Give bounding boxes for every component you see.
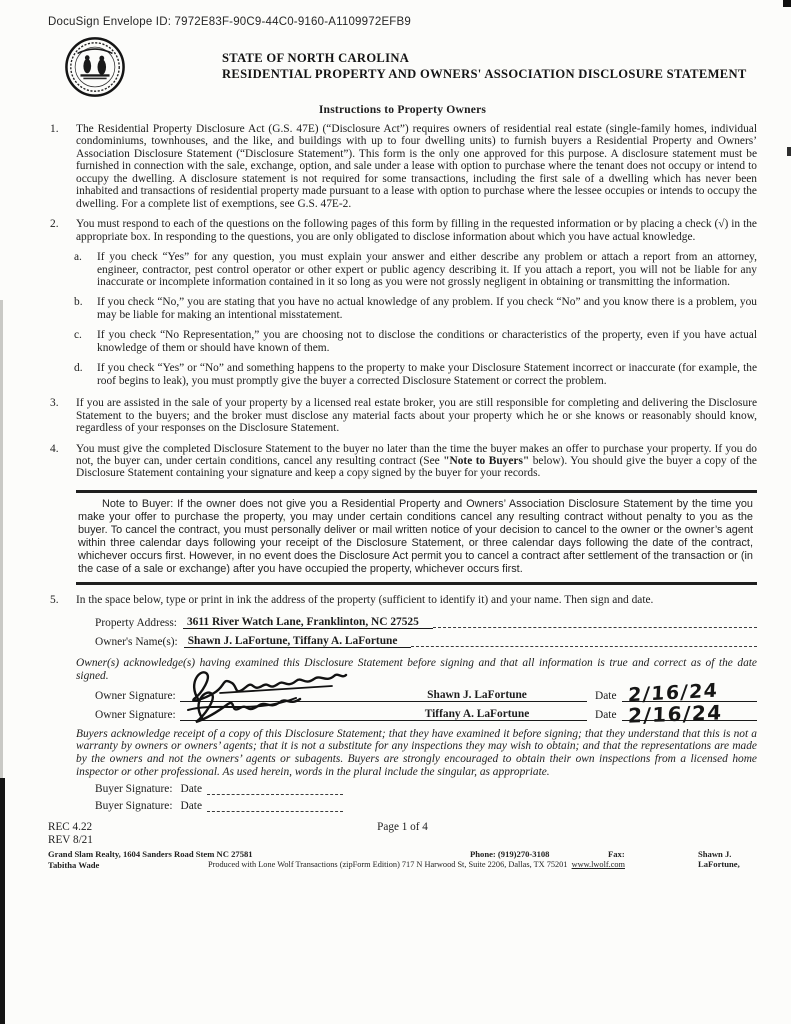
docusign-envelope-id: DocuSign Envelope ID: 7972E83F-90C9-44C0-9160-A1109972EFB9 bbox=[48, 16, 412, 28]
prepared-for-name: Shawn J. LaFortune, bbox=[698, 849, 740, 870]
owners-name-label: Owner's Name(s): bbox=[95, 636, 178, 649]
date-label: Date bbox=[180, 783, 203, 796]
property-address-label: Property Address: bbox=[95, 617, 177, 630]
instructions-heading: Instructions to Property Owners bbox=[318, 103, 487, 116]
property-address-line bbox=[433, 627, 757, 628]
rev-code: REV 8/21 bbox=[48, 834, 93, 847]
buyer-signature-label: Buyer Signature: bbox=[95, 800, 173, 813]
item-number: 2. bbox=[50, 218, 59, 231]
instruction-item-5 bbox=[48, 594, 757, 606]
buyers-acknowledgment-text: Buyers acknowledge receipt of a copy of this Disclosure Statement; that they have examined it before signing; that they understand that this is not a warranty by owners or owners’ agents; that it is not a substitute for any inspections they may wish to obtain; and that the representations are made by the owners and not the owners’ agents or subagents. Buyers are strongly encouraged to obtain their own inspections from a licensed home inspector or other professional. As used herein, words in the plural include the singular, as appropriate. bbox=[76, 727, 757, 778]
owner-2-handwritten-date: 2/16/24 bbox=[627, 699, 723, 728]
buyer-2-date-cell bbox=[181, 797, 343, 812]
owner-signature-label: Owner Signature: bbox=[95, 689, 176, 702]
owner-1-date-line bbox=[622, 679, 757, 706]
item-letter: a. bbox=[74, 251, 82, 264]
owner-2-date-line bbox=[622, 699, 757, 728]
page-number: Page 1 of 4 bbox=[377, 821, 428, 834]
produced-with-line: Produced with Lone Wolf Transactions (zipForm Edition) 717 N Harwood St, Suite 2206, Dallas, TX 75201 www.lwolf.com bbox=[208, 860, 625, 870]
item-text: If you are assisted in the sale of your property by a licensed real estate broker, you are still responsible for completing and delivering the Disclosure Statement to the buyers; and the broker must disclose any material facts about your property which he or she knows or reasonably should know, regardless of your responses on the Disclosure Statement. bbox=[76, 397, 757, 435]
form-title-state: STATE OF NORTH CAROLINA bbox=[222, 51, 410, 65]
owner-acknowledgment-text: Owner(s) acknowledge(s) having examined this Disclosure Statement before signing and that all information is true and correct as of the date signed. bbox=[76, 657, 757, 682]
owners-name-row bbox=[95, 631, 757, 648]
form-header bbox=[48, 36, 757, 102]
footer-agent-row bbox=[48, 860, 757, 872]
instruction-item-1 bbox=[48, 123, 757, 210]
owner-1-date-cell bbox=[595, 679, 757, 706]
owners-name-value: Shawn J. LaFortune, Tiffany A. LaFortune bbox=[184, 635, 412, 648]
note-to-buyer-box: Note to Buyer: If the owner does not give you a Residential Property and Owners’ Association Disclosure Statement by the time you make your offer to purchase the property, you may under certain conditions cancel any resulting contract without penalty to you as the buyer. To cancel the contract, you must personally deliver or mail written notice of your decision to cancel to the owner or the owner’s agent within three calendar days following your receipt of the Disclosure Statement, or three calendar days following the date of the contract, whichever occurs first. However, in no event does the Disclosure Act permit you to cancel a contract after settlement of the transaction or (in the case of a sale or exchange) after you have occupied the property, whichever occurs first. bbox=[76, 490, 757, 585]
buyer-signature-label: Buyer Signature: bbox=[95, 783, 173, 796]
rec-code: REC 4.22 bbox=[48, 821, 93, 834]
form-title-block bbox=[222, 36, 747, 102]
office-fax-label: Fax: bbox=[608, 849, 625, 860]
item-text: If you check “No,” you are stating that you have no actual knowledge of any problem. If you check “No” and you know there is a problem, you may be liable for making an intentional misstatement. bbox=[97, 296, 757, 321]
item-number: 4. bbox=[50, 442, 59, 455]
item-number: 5. bbox=[50, 593, 59, 606]
buyer-signature-row-1 bbox=[95, 778, 757, 795]
buyer-2-date-line[interactable] bbox=[207, 797, 342, 812]
instruction-item-4 bbox=[48, 443, 757, 480]
item-number: 3. bbox=[50, 397, 59, 410]
owner-2-printed-name: Tiffany A. LaFortune bbox=[424, 707, 530, 720]
owner-1-printed-name: Shawn J. LaFortune bbox=[427, 688, 527, 701]
office-phone: Phone: (919)270-3108 bbox=[470, 849, 550, 860]
buyer-1-date-cell bbox=[181, 780, 343, 795]
owner-signature-label: Owner Signature: bbox=[95, 708, 176, 721]
instruction-item-2b bbox=[73, 296, 757, 321]
note-to-buyers-emphasis: "Note to Buyers" bbox=[443, 454, 530, 467]
item-letter: d. bbox=[74, 362, 83, 375]
owner-2-date-cell bbox=[595, 699, 757, 728]
item-text: If you check “Yes” or “No” and something happens to the property to make your Disclosure Statement incorrect or inaccurate (for example, the roof begins to leak), you must promptly give the buyer a corrected Disclosure Statement or correct the problem. bbox=[97, 362, 757, 387]
instruction-item-2 bbox=[48, 218, 757, 243]
form-revision-row bbox=[48, 821, 757, 833]
buyer-1-date-line[interactable] bbox=[207, 780, 342, 795]
instruction-item-2c bbox=[73, 329, 757, 354]
date-label: Date bbox=[180, 800, 203, 813]
instruction-item-2d bbox=[73, 362, 757, 387]
agent-name: Tabitha Wade bbox=[48, 860, 100, 871]
buyer-signature-row-2 bbox=[95, 795, 757, 812]
item-text: In the space below, type or print in ink the address of the property (sufficient to identify it) and your name. Then sign and date. bbox=[76, 593, 654, 606]
owner-2-handwritten-signature bbox=[184, 686, 334, 726]
owners-name-line bbox=[411, 646, 757, 647]
instruction-item-3 bbox=[48, 397, 757, 434]
date-label: Date bbox=[595, 708, 617, 721]
item-text: You must give the completed Disclosure Statement to the buyer no later than the time the buyer makes an offer to purchase your property. If you do not, the buyer can, under certain conditions, cancel any resulting contract (See "Note to Buyers" below). You should give the buyer a copy of the Disclosure Statement containing your signature and keep a copy signed by the buyer for your records. bbox=[76, 442, 757, 480]
owner-signature-line-2 bbox=[180, 702, 587, 721]
date-label: Date bbox=[595, 689, 617, 702]
office-address: Grand Slam Realty, 1604 Sanders Road Stem NC 27581 bbox=[48, 849, 253, 860]
lwolf-website-link: www.lwolf.com bbox=[571, 860, 625, 870]
item-text: If you check “No Representation,” you are choosing not to disclose the conditions or characteristics of the property, even if you have actual knowledge of them or should have known of them. bbox=[97, 329, 757, 354]
owner-signature-row-2 bbox=[95, 699, 757, 728]
item-text: The Residential Property Disclosure Act (G.S. 47E) (“Disclosure Act”) requires owners of residential real estate (single-family homes, individual condominiums, townhouses, and the like, and buildings with up to four dwelling units) to furnish buyers a Residential Property and Owners’ Association Disclosure Statement (“Disclosure Statement”). This form is the only one approved for this purpose. A disclosure statement must be furnished in connection with the sale, exchange, option, and sale under a lease with option to purchase where the tenant does not occupy or intend to occupy the dwelling. A disclosure statement is not required for some transactions, including the first sale of a dwelling which has never been inhabited and transactions of residential property made pursuant to a lease with option to purchase where the lessee occupies or intends to occupy the dwelling. For a complete list of exemptions, see G.S. 47E-2. bbox=[76, 123, 757, 210]
item-letter: c. bbox=[74, 329, 82, 342]
item-text: You must respond to each of the questions on the following pages of this form by filling in the requested information or by placing a check (√) in the appropriate box. In responding to the questions, you are only obligated to disclose information about which you have actual knowledge. bbox=[76, 218, 757, 243]
owner-1-handwritten-date: 2/16/24 bbox=[626, 679, 719, 706]
property-address-value: 3611 River Watch Lane, Franklinton, NC 27525 bbox=[183, 616, 433, 629]
item-text: If you check “Yes” for any question, you must explain your answer and either describe any problem or attach a report from an attorney, engineer, contractor, pest control operator or other expert or public agency describing it. If you attach a report, you will not be liable for any inaccurate or incomplete information contained in it so long as you were not grossly negligent in obtaining or transmitting the information. bbox=[97, 251, 757, 288]
property-address-row bbox=[95, 612, 757, 629]
instruction-item-2a bbox=[73, 251, 757, 288]
north-carolina-state-seal-icon bbox=[64, 36, 126, 98]
item-number: 1. bbox=[50, 123, 59, 135]
form-title-name: RESIDENTIAL PROPERTY AND OWNERS' ASSOCIATION DISCLOSURE STATEMENT bbox=[222, 67, 747, 81]
item-letter: b. bbox=[74, 296, 83, 309]
